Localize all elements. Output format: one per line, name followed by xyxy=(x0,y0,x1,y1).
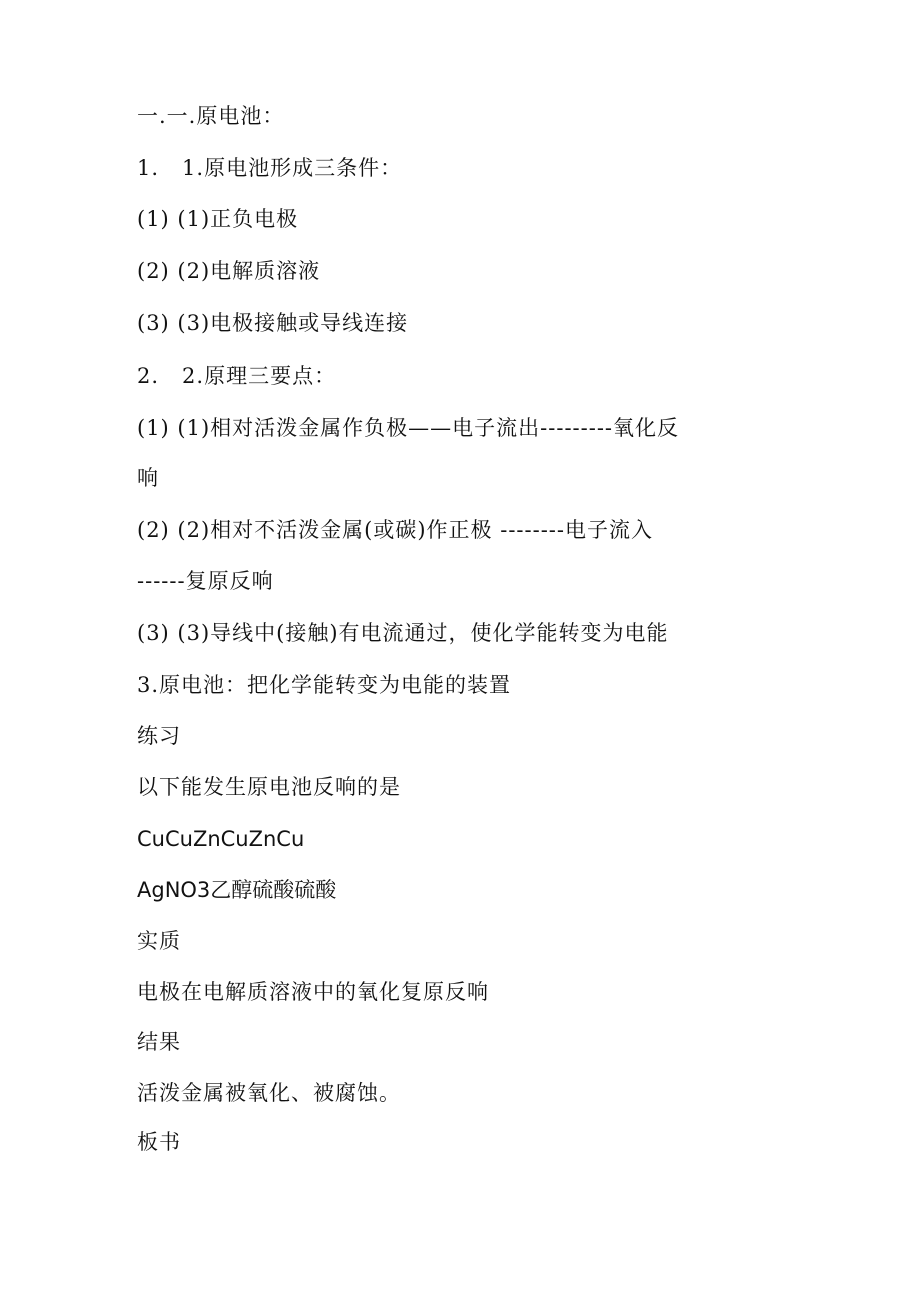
result-heading: 结果 xyxy=(137,1030,181,1054)
exercise-solutions: AgNO3乙醇硫酸硫酸 xyxy=(137,878,337,902)
exercise-question: 以下能发生原电池反响的是 xyxy=(137,775,401,799)
principle-item-1-continued: 响 xyxy=(137,466,159,490)
principle-item-1: (1) (1)相对活泼金属作负极——电子流出---------氧化反 xyxy=(137,416,680,440)
result-text: 活泼金属被氧化、被腐蚀。 xyxy=(137,1081,401,1105)
definition-primary-cell: 3.原电池：把化学能转变为电能的装置 xyxy=(137,673,512,697)
principle-item-2: (2) (2)相对不活泼金属(或碳)作正极 --------电子流入 xyxy=(137,518,653,542)
essence-heading: 实质 xyxy=(137,929,181,953)
condition-item-1: (1) (1)正负电极 xyxy=(137,207,299,231)
essence-text: 电极在电解质溶液中的氧化复原反响 xyxy=(137,980,489,1004)
condition-item-2: (2) (2)电解质溶液 xyxy=(137,259,321,283)
blackboard-heading: 板书 xyxy=(137,1130,181,1154)
principle-item-3: (3) (3)导线中(接触)有电流通过，使化学能转变为电能 xyxy=(137,621,669,645)
exercise-electrodes: CuCuZnCuZnCu xyxy=(137,827,305,851)
heading-primary-cell: 一.一.原电池： xyxy=(137,104,285,128)
heading-principle-points: 2. 2.原理三要点： xyxy=(137,364,337,388)
exercise-heading: 练习 xyxy=(137,724,181,748)
principle-item-2-continued: ------复原反响 xyxy=(137,569,274,593)
condition-item-3: (3) (3)电极接触或导线连接 xyxy=(137,311,409,335)
heading-formation-conditions: 1. 1.原电池形成三条件： xyxy=(137,156,403,180)
